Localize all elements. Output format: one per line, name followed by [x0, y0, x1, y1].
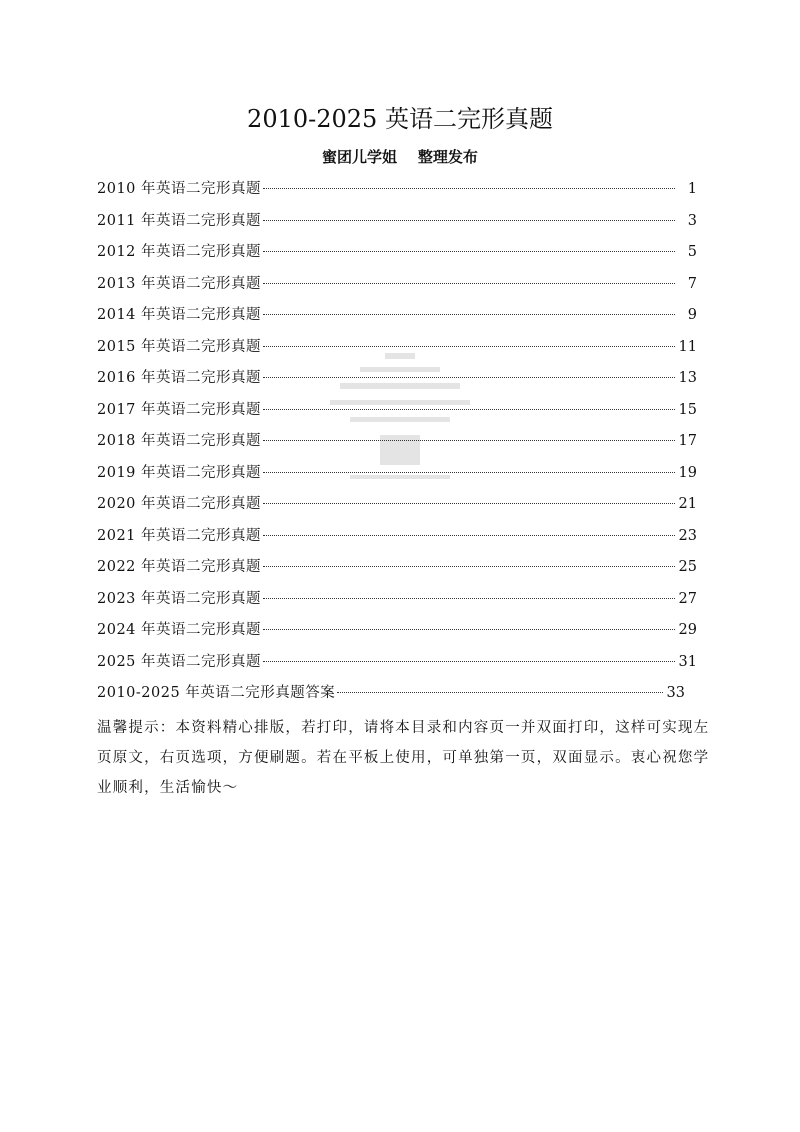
toc-leader-dots	[263, 220, 675, 221]
toc-item-2025[interactable]	[97, 647, 697, 679]
toc-item-2011[interactable]	[97, 206, 697, 238]
toc-item-page: 7	[687, 275, 697, 292]
toc-item-label: 2010 年英语二完形真题	[97, 181, 262, 197]
toc-item-page: 13	[678, 370, 697, 386]
toc-item-label: 2011 年英语二完形真题	[97, 212, 262, 229]
toc-item-label: 2022 年英语二完形真题	[97, 559, 262, 575]
toc-leader-dots	[263, 629, 675, 630]
toc-item-label: 2019 年英语二完形真题	[97, 464, 262, 481]
toc-item-2024[interactable]	[97, 615, 697, 647]
toc-leader-dots	[263, 346, 675, 347]
toc-leader-dots	[263, 661, 675, 662]
page-subtitle: 蜜团儿学姐 整理发布	[322, 148, 478, 166]
toc-item-label: 2013 年英语二完形真题	[97, 275, 262, 292]
toc-item-label: 2015 年英语二完形真题	[97, 338, 262, 355]
toc-item-label: 2025 年英语二完形真题	[97, 653, 262, 670]
toc-item-label: 2018 年英语二完形真题	[97, 433, 262, 449]
toc-item-page: 19	[678, 464, 697, 481]
toc-leader-dots	[263, 566, 675, 567]
toc-item-2021[interactable]	[97, 521, 697, 553]
toc-item-page: 21	[678, 496, 697, 512]
toc-item-page: 27	[678, 590, 697, 607]
toc-leader-dots	[263, 188, 675, 189]
toc-item-label: 2014 年英语二完形真题	[97, 307, 262, 323]
toc-item-page: 17	[678, 433, 697, 449]
toc-item-2015[interactable]	[97, 332, 697, 364]
toc-item-page: 23	[678, 527, 697, 544]
toc-item-2012[interactable]	[97, 237, 697, 269]
toc-leader-dots	[263, 472, 675, 473]
toc-leader-dots	[263, 440, 675, 441]
printing-tip-note: 温馨提示：本资料精心排版，若打印，请将本目录和内容页一并双面打印，这样可实现左页原文，右页选项，方便刷题。若在平板上使用，可单独第一页，双面显示。衷心祝您学业顺利，生活愉快～	[97, 720, 710, 796]
toc-leader-dots	[263, 535, 675, 536]
toc-item-page: 11	[678, 338, 697, 355]
toc-leader-dots	[337, 692, 662, 693]
toc-leader-dots	[263, 503, 675, 504]
toc-item-page: 1	[687, 181, 697, 197]
toc-item-page: 25	[678, 559, 697, 575]
toc-item-page: 5	[687, 244, 697, 260]
toc-leader-dots	[263, 314, 675, 315]
toc-item-page: 15	[678, 401, 697, 418]
toc-item-label: 2024 年英语二完形真题	[97, 622, 262, 638]
toc-leader-dots	[263, 409, 675, 410]
toc-item-label: 2021 年英语二完形真题	[97, 527, 262, 544]
toc-item-page: 31	[678, 653, 697, 670]
toc-item-page: 29	[678, 622, 697, 638]
toc-item-label: 2017 年英语二完形真题	[97, 401, 262, 418]
toc-item-page: 9	[687, 307, 697, 323]
toc-item-2020[interactable]	[97, 489, 697, 521]
toc-item-answers[interactable]	[97, 678, 697, 710]
toc-item-label: 2012 年英语二完形真题	[97, 244, 262, 260]
toc-leader-dots	[263, 283, 675, 284]
table-of-contents	[97, 174, 697, 710]
toc-item-2023[interactable]	[97, 584, 697, 616]
toc-item-label: 2020 年英语二完形真题	[97, 496, 262, 512]
toc-leader-dots	[263, 251, 675, 252]
toc-item-2013[interactable]	[97, 269, 697, 301]
toc-leader-dots	[263, 377, 675, 378]
toc-item-label: 2023 年英语二完形真题	[97, 590, 262, 607]
toc-item-2017[interactable]	[97, 395, 697, 427]
toc-item-2022[interactable]	[97, 552, 697, 584]
page-title: 2010-2025 英语二完形真题	[247, 105, 553, 133]
toc-item-2018[interactable]	[97, 426, 697, 458]
toc-item-2019[interactable]	[97, 458, 697, 490]
toc-item-2016[interactable]	[97, 363, 697, 395]
toc-item-2014[interactable]	[97, 300, 697, 332]
toc-leader-dots	[263, 598, 675, 599]
toc-item-2010[interactable]	[97, 174, 697, 206]
toc-item-label: 2016 年英语二完形真题	[97, 370, 262, 386]
toc-item-page: 3	[687, 212, 697, 229]
toc-item-label: 2010-2025 年英语二完形真题答案	[97, 685, 336, 701]
toc-item-page: 33	[666, 685, 685, 701]
